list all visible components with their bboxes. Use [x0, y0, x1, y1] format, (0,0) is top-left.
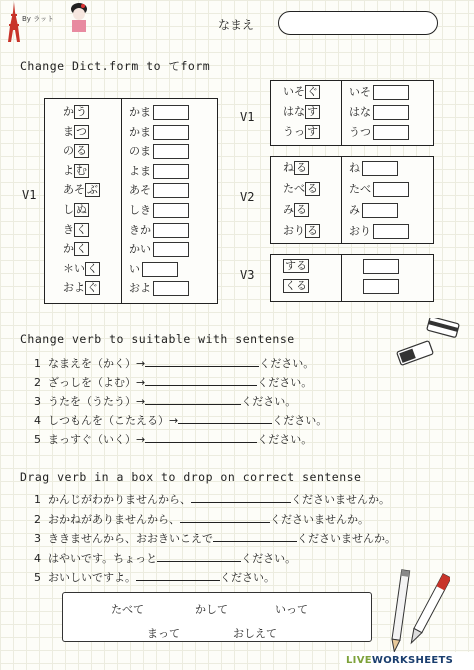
te-form-stem: ね: [349, 161, 360, 175]
answer-box[interactable]: [153, 242, 189, 257]
verb-stem: たべ: [283, 182, 305, 195]
te-form-stem: い: [129, 262, 140, 276]
dict-form-cell: [63, 262, 100, 276]
brand-part-b: WORKSHEETS: [371, 655, 454, 666]
verb-stem: あそ: [63, 183, 85, 197]
verb-stem: し: [63, 203, 74, 216]
te-form-cell: [129, 281, 189, 296]
verb-stem: ま: [63, 124, 74, 138]
te-form-stem: あそ: [129, 183, 151, 197]
verb-stem: み: [283, 203, 294, 216]
draggable-word[interactable]: たべて: [111, 603, 144, 616]
sentence-prefix: まっすぐ（いく）→: [48, 433, 146, 446]
te-form-cell: [129, 183, 189, 198]
sentence-prefix: しつもんを（こたえる）→: [48, 414, 179, 427]
sentence-number: 4: [34, 551, 41, 565]
verb-ending: む: [76, 163, 87, 177]
sentence-prefix: かんじがわかりませんから、: [48, 493, 191, 506]
te-form-stem: おり: [349, 224, 371, 238]
verb-ending: く: [87, 261, 98, 275]
sentence-prefix: おいしいですよ。: [48, 571, 136, 584]
verb-stem: よ: [63, 163, 74, 177]
verb-stem: か: [63, 242, 74, 256]
dict-form-cell: [63, 183, 100, 197]
sentence-suffix: ください。: [241, 395, 297, 408]
v1-table: [44, 98, 218, 304]
sentence-suffix: くださいませんか。: [270, 512, 369, 526]
te-form-cell: [129, 144, 189, 159]
answer-blank[interactable]: [145, 376, 257, 386]
dict-form-cell: [283, 224, 320, 238]
sentence-number: 2: [34, 512, 41, 526]
sentence-number: 4: [34, 414, 41, 427]
sentence-row: [34, 355, 314, 371]
answer-box[interactable]: [362, 161, 398, 176]
sentence-suffix: ください。: [257, 433, 313, 446]
sentence-number: 3: [34, 532, 41, 545]
dict-form-cell: [283, 85, 320, 99]
liveworksheets-logo: [340, 652, 474, 670]
answer-box[interactable]: [153, 125, 189, 140]
verb-ending: く: [76, 222, 87, 236]
eraser-icon: [396, 318, 464, 368]
te-form-stem: はな: [349, 105, 371, 119]
answer-blank[interactable]: [178, 414, 272, 424]
te-form-cell: [363, 259, 399, 274]
te-form-cell: [129, 203, 189, 218]
verb-ending: す: [307, 125, 318, 138]
te-form-cell: [349, 182, 409, 197]
sentence-prefix: うたを（うたう）→: [48, 395, 146, 408]
dict-form-cell: [283, 105, 320, 119]
te-form-stem: たべ: [349, 182, 371, 196]
verb-stem: の: [63, 144, 74, 158]
name-label: なまえ: [218, 18, 255, 32]
verb-ending: る: [307, 182, 318, 195]
answer-box[interactable]: [363, 279, 399, 294]
te-form-cell: [349, 203, 398, 218]
sentence-number: 5: [34, 571, 41, 584]
answer-box[interactable]: [142, 262, 178, 277]
sentence-suffix: くださいませんか。: [291, 493, 390, 506]
v1b-label: V1: [240, 110, 255, 124]
sentence-prefix: ききませんから、おおきいこえで: [48, 532, 213, 545]
te-form-stem: み: [349, 203, 360, 217]
sentence-row: [34, 412, 327, 428]
sentence-number: 5: [34, 433, 41, 446]
te-form-stem: かい: [129, 242, 151, 256]
verb-ending: く: [76, 242, 87, 256]
dict-form-cell: [283, 279, 309, 293]
dict-form-cell: [283, 125, 320, 139]
answer-box[interactable]: [153, 164, 189, 179]
sentence-row: [34, 550, 296, 566]
sentence-prefix: おかねがありませんから、: [48, 512, 180, 526]
sentence-suffix: くださいませんか。: [297, 532, 396, 545]
answer-box[interactable]: [362, 203, 398, 218]
verb-stem: いそ: [283, 85, 305, 98]
answer-blank[interactable]: [157, 552, 241, 562]
section2-title: Change verb to suitable with sentense: [20, 332, 295, 346]
dict-form-cell: [283, 259, 309, 273]
brand-part-a: LIVE: [346, 655, 372, 666]
te-form-stem: きか: [129, 223, 151, 237]
dict-form-cell: [63, 105, 89, 119]
answer-blank[interactable]: [213, 532, 297, 542]
te-form-cell: [349, 125, 409, 140]
sentence-suffix: ください。: [257, 376, 313, 389]
sentence-suffix: ください。: [241, 551, 297, 565]
v1-label: V1: [22, 188, 37, 202]
verb-ending: る: [296, 161, 307, 174]
answer-box[interactable]: [153, 144, 189, 159]
answer-box[interactable]: [373, 224, 409, 239]
dict-form-cell: [63, 281, 100, 295]
te-form-stem: うつ: [349, 125, 371, 139]
dict-form-cell: [283, 203, 309, 217]
sentence-suffix: ください。: [220, 571, 275, 584]
answer-blank[interactable]: [145, 357, 259, 367]
sentence-row: [34, 491, 390, 507]
verb-stem: およ: [63, 281, 85, 295]
answer-blank[interactable]: [180, 513, 270, 523]
te-form-stem: のま: [129, 144, 151, 158]
answer-box[interactable]: [373, 125, 409, 140]
draggable-word[interactable]: かして: [195, 603, 228, 616]
sentence-number: 1: [34, 357, 41, 370]
te-form-stem: かま: [129, 125, 151, 139]
sentence-row: [34, 569, 275, 585]
section3-title: Drag verb in a box to drop on correct sentense: [20, 470, 362, 484]
v2-label: V2: [240, 190, 255, 204]
answer-box[interactable]: [153, 223, 189, 238]
verb-ending: る: [307, 224, 318, 237]
te-form-cell: [349, 85, 409, 100]
verb-ending: る: [296, 203, 307, 216]
v3-table: [270, 254, 434, 302]
sentence-suffix: ください。: [259, 357, 315, 370]
draggable-word[interactable]: おしえて: [233, 627, 277, 640]
verb-stem: おり: [283, 224, 305, 237]
sentence-row: [34, 511, 369, 527]
sentence-row: [34, 530, 396, 546]
name-field[interactable]: [278, 11, 438, 35]
draggable-word[interactable]: いって: [275, 603, 308, 616]
pencils-icon: [380, 566, 450, 656]
dict-form-cell: [63, 203, 89, 217]
verb-stem: うっ: [283, 125, 305, 138]
verb-word: する: [285, 259, 307, 272]
dict-form-cell: [63, 242, 89, 256]
te-form-stem: およ: [129, 281, 151, 295]
sentence-suffix: ください。: [272, 414, 328, 427]
word-bank: [62, 592, 372, 642]
verb-stem: はな: [283, 105, 305, 118]
answer-box[interactable]: [153, 183, 189, 198]
sentence-number: 1: [34, 493, 41, 506]
answer-blank[interactable]: [145, 433, 257, 443]
answer-box[interactable]: [373, 182, 409, 197]
te-form-cell: [349, 161, 398, 176]
dict-form-cell: [63, 223, 89, 237]
te-form-cell: [129, 164, 189, 179]
sentence-number: 2: [34, 376, 41, 389]
byline: By ラット: [22, 15, 55, 23]
answer-box[interactable]: [373, 85, 409, 100]
verb-stem: ＊い: [63, 261, 85, 275]
te-form-cell: [129, 125, 189, 140]
te-form-cell: [129, 242, 189, 257]
geisha-icon: [68, 2, 90, 32]
sentence-row: [34, 374, 312, 390]
verb-ending: ぬ: [76, 203, 87, 216]
sentence-prefix: はやいです。ちょっと: [48, 551, 158, 565]
draggable-word[interactable]: まって: [147, 627, 180, 640]
dict-form-cell: [63, 125, 89, 139]
verb-ending: つ: [76, 124, 87, 138]
answer-blank[interactable]: [191, 493, 291, 503]
verb-stem: き: [63, 222, 74, 236]
te-form-cell: [349, 105, 409, 120]
sentence-prefix: ざっしを（よむ）→: [48, 376, 146, 389]
sentence-prefix: なまえを（かく）→: [48, 357, 146, 370]
dict-form-cell: [63, 164, 89, 178]
verb-stem: ね: [283, 161, 294, 174]
verb-word: くる: [285, 279, 307, 292]
te-form-cell: [129, 262, 178, 277]
te-form-stem: かま: [129, 105, 151, 119]
te-form-stem: いそ: [349, 85, 371, 99]
verb-stem: か: [63, 105, 74, 118]
answer-box[interactable]: [153, 203, 189, 218]
verb-ending: す: [307, 105, 318, 118]
answer-box[interactable]: [153, 281, 189, 296]
dict-form-cell: [63, 144, 89, 158]
dict-form-cell: [283, 182, 320, 196]
sentence-row: [34, 393, 296, 409]
te-form-cell: [349, 224, 409, 239]
v1b-table: [270, 80, 434, 146]
te-form-stem: しき: [129, 203, 151, 217]
te-form-cell: [129, 223, 189, 238]
answer-blank[interactable]: [145, 395, 241, 405]
verb-ending: う: [76, 105, 87, 118]
sentence-row: [34, 431, 312, 447]
tokyo-tower-icon: [6, 2, 22, 42]
te-form-stem: よま: [129, 164, 151, 178]
verb-ending: る: [76, 144, 87, 158]
verb-ending: ぐ: [87, 281, 98, 295]
answer-box[interactable]: [373, 105, 409, 120]
answer-box[interactable]: [363, 259, 399, 274]
verb-ending: ぐ: [307, 85, 318, 98]
v3-label: V3: [240, 268, 255, 282]
answer-blank[interactable]: [136, 571, 220, 581]
te-form-cell: [363, 279, 399, 294]
v2-table: [270, 156, 434, 244]
verb-ending: ぶ: [87, 183, 98, 197]
dict-form-cell: [283, 161, 309, 175]
te-form-cell: [129, 105, 189, 120]
section1-title: Change Dict.form to てform: [20, 59, 211, 73]
sentence-number: 3: [34, 395, 41, 408]
answer-box[interactable]: [153, 105, 189, 120]
